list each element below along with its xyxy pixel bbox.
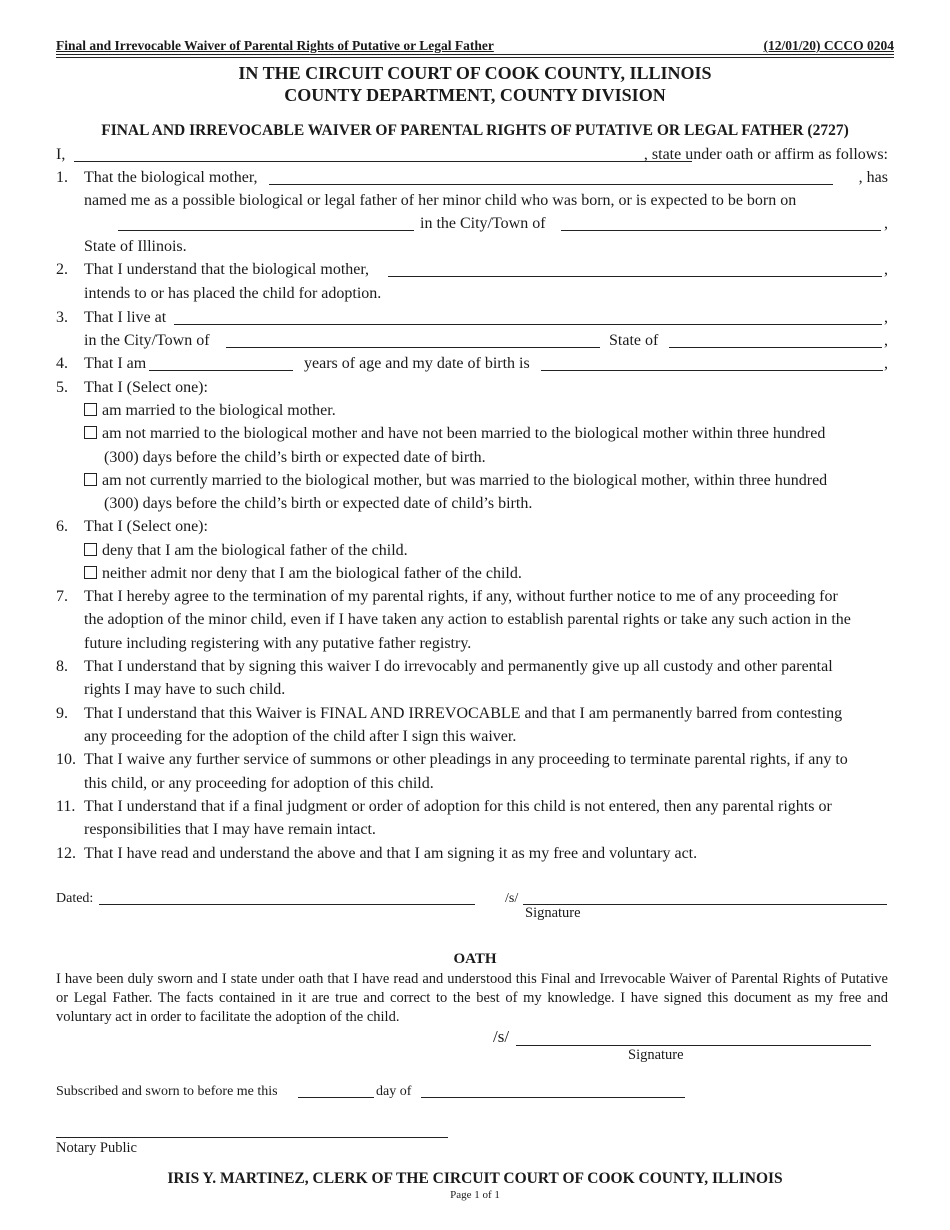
item-7-line-2: [56, 609, 888, 631]
option-label: deny that I am the biological father of the child.: [102, 542, 408, 559]
item-3-line-2: [56, 330, 888, 352]
item-text: rights I may have to such child.: [84, 681, 286, 698]
day-of-label: day of: [376, 1084, 412, 1099]
clerk-footer: IRIS Y. MARTINEZ, CLERK OF THE CIRCUIT COURT OF COOK COUNTY, ILLINOIS: [167, 1170, 783, 1187]
biological-mother-field[interactable]: [269, 169, 833, 185]
item-text: any proceeding for the adoption of the child after I sign this waiver.: [84, 728, 517, 745]
item-1-line-3: [56, 213, 888, 235]
item-1-line-4: [56, 236, 888, 258]
married-checkbox[interactable]: [84, 403, 97, 416]
item-text: intends to or has placed the child for adoption.: [84, 285, 382, 302]
item-5-option-1: [56, 400, 888, 422]
oath-sig-prefix: /s/: [493, 1027, 510, 1046]
address-field[interactable]: [174, 309, 882, 325]
item-4-line-1: [56, 353, 888, 375]
signature-label: Signature: [525, 905, 581, 921]
state-field[interactable]: [669, 332, 882, 348]
item-number: 6.: [56, 518, 68, 535]
mother-name-field[interactable]: [388, 261, 882, 277]
item-text: That the biological mother,: [84, 169, 258, 186]
item-7-line-3: [56, 633, 888, 655]
option-label: (300) days before the child’s birth or expected date of birth.: [104, 449, 486, 466]
item-number: 7.: [56, 588, 68, 605]
item-text: That I am: [84, 355, 147, 372]
option-label: am not married to the biological mother and have not been married to the biological mother within three hundred: [102, 425, 826, 442]
item-1-line-2: [56, 190, 888, 212]
header-rule-2: [56, 57, 894, 58]
item-8-line-1: [56, 656, 888, 678]
item-3-line-1: [56, 307, 888, 329]
item-text: That I live at: [84, 309, 167, 326]
item-11-line-2: [56, 819, 888, 841]
form-code: (12/01/20) CCCO 0204: [763, 38, 894, 53]
oath-signature-field[interactable]: [516, 1030, 871, 1046]
form-title: FINAL AND IRREVOCABLE WAIVER OF PARENTAL RIGHTS OF PUTATIVE OR LEGAL FATHER (2727): [101, 122, 849, 139]
city-field[interactable]: [226, 332, 600, 348]
item-12-line: [56, 843, 888, 865]
item-number: 1.: [56, 169, 68, 186]
item-number: 5.: [56, 379, 68, 396]
item-10-line-1: [56, 749, 888, 771]
item-number: 4.: [56, 355, 68, 372]
item-text: State of Illinois.: [84, 238, 187, 255]
item-text: named me as a possible biological or legal father of her minor child who was born, or is expected to be born on: [84, 192, 797, 209]
court-heading: [0, 62, 950, 106]
item-number: 9.: [56, 705, 68, 722]
item-text: That I understand that the biological mother,: [84, 261, 370, 278]
option-label: neither admit nor deny that I am the biological father of the child.: [102, 565, 522, 582]
name-field[interactable]: [74, 146, 692, 162]
notary-label: Notary Public: [56, 1140, 137, 1156]
birth-city-field[interactable]: [561, 215, 881, 231]
item-text: That I hereby agree to the termination of my parental rights, if any, without further notice to me of any proceeding for: [84, 588, 838, 605]
item-text: That I have read and understand the above and that I am signing it as my free and voluntary act.: [84, 845, 698, 862]
court-line-2: COUNTY DEPARTMENT, COUNTY DIVISION: [284, 85, 666, 105]
option-label: am married to the biological mother.: [102, 402, 336, 419]
intro-prefix: I,: [56, 146, 66, 163]
item-text: State of: [609, 332, 659, 349]
date-of-birth-field[interactable]: [541, 355, 883, 371]
deny-checkbox[interactable]: [84, 543, 97, 556]
item-text: , has: [858, 169, 888, 186]
item-number: 11.: [56, 798, 76, 815]
page-number: Page 1 of 1: [450, 1189, 500, 1201]
item-text: in the City/Town of: [84, 332, 210, 349]
item-9-line-2: [56, 726, 888, 748]
item-text: That I understand that by signing this waiver I do irrevocably and permanently give up all custody and other parental: [84, 658, 833, 675]
item-5-option-3-cont: [56, 493, 888, 515]
item-text: That I (Select one):: [84, 379, 208, 396]
item-7-line-1: [56, 586, 888, 608]
item-1-line-1: [56, 167, 888, 189]
intro-suffix: , state under oath or affirm as follows:: [643, 146, 888, 163]
header-rule: [56, 54, 894, 55]
dated-label: Dated:: [56, 891, 94, 906]
not-married-checkbox[interactable]: [84, 426, 97, 439]
item-6-option-1: [56, 540, 888, 562]
oath-signature-label: Signature: [628, 1047, 684, 1063]
item-text: years of age and my date of birth is: [304, 355, 530, 372]
item-9-line-1: [56, 703, 888, 725]
item-text: That I (Select one):: [84, 518, 208, 535]
comma: ,: [884, 215, 888, 232]
item-text: future including registering with any putative father registry.: [84, 635, 472, 652]
item-text: That I understand that this Waiver is FINAL AND IRREVOCABLE and that I am permanently barred from contesting: [84, 705, 843, 722]
item-6-line: [56, 516, 888, 538]
item-number: 10.: [56, 751, 76, 768]
item-text: That I waive any further service of summons or other pleadings in any proceeding to terminate parental rights, if any to: [84, 751, 848, 768]
item-6-option-2: [56, 563, 888, 585]
item-5-option-2-cont: [56, 447, 888, 469]
court-line-1: IN THE CIRCUIT COURT OF COOK COUNTY, ILLINOIS: [238, 63, 712, 83]
item-number: 12.: [56, 845, 76, 862]
item-8-line-2: [56, 679, 888, 701]
item-text: in the City/Town of: [420, 215, 546, 232]
item-5-option-2: [56, 423, 888, 445]
oath-text: I have been duly sworn and I state under oath that I have read and understood this Final and Irrevocable Waiver of Parental Rights of Putative or Legal Father. The facts contained in it are true and correct to the best of my knowledge. I have signed this document as my free and voluntary act in order to facilitate the adoption of the child.: [56, 971, 888, 1025]
item-5-line: [56, 377, 888, 399]
option-label: am not currently married to the biological mother, but was married to the biological mother, within three hundred: [102, 472, 828, 489]
subscribed-label: Subscribed and sworn to before me this: [56, 1084, 278, 1099]
item-text: That I understand that if a final judgment or order of adoption for this child is not entered, then any parental rights or: [84, 798, 832, 815]
item-number: 3.: [56, 309, 68, 326]
intro-line: [56, 144, 888, 166]
sig-prefix: /s/: [505, 891, 519, 906]
item-text: this child, or any proceeding for adoption of this child.: [84, 775, 434, 792]
item-text: the adoption of the minor child, even if I have taken any action to establish parental rights or take any such action in the: [84, 611, 851, 628]
item-10-line-2: [56, 773, 888, 795]
dated-line: [56, 888, 888, 910]
comma: ,: [884, 332, 888, 349]
form-name: Final and Irrevocable Waiver of Parental Rights of Putative or Legal Father: [56, 38, 494, 53]
month-year-field[interactable]: [421, 1083, 685, 1098]
item-number: 8.: [56, 658, 68, 675]
comma: ,: [884, 261, 888, 278]
formerly-married-checkbox[interactable]: [84, 473, 97, 486]
subscribed-line: [56, 1081, 888, 1103]
oath-title: OATH: [453, 951, 497, 967]
age-field[interactable]: [149, 355, 293, 371]
birth-date-field[interactable]: [118, 215, 414, 231]
comma: ,: [884, 355, 888, 372]
item-11-line-1: [56, 796, 888, 818]
item-5-option-3: [56, 470, 888, 492]
day-field[interactable]: [298, 1083, 374, 1098]
item-2-line-1: [56, 259, 888, 281]
comma: ,: [884, 309, 888, 326]
item-2-line-2: [56, 283, 888, 305]
dated-field[interactable]: [99, 890, 475, 905]
item-number: 2.: [56, 261, 68, 278]
page-header: [56, 38, 894, 54]
neither-checkbox[interactable]: [84, 566, 97, 579]
signature-field[interactable]: [523, 890, 887, 905]
option-label: (300) days before the child’s birth or expected date of child’s birth.: [104, 495, 533, 512]
item-text: responsibilities that I may have remain intact.: [84, 821, 376, 838]
notary-signature-field[interactable]: [56, 1124, 448, 1138]
